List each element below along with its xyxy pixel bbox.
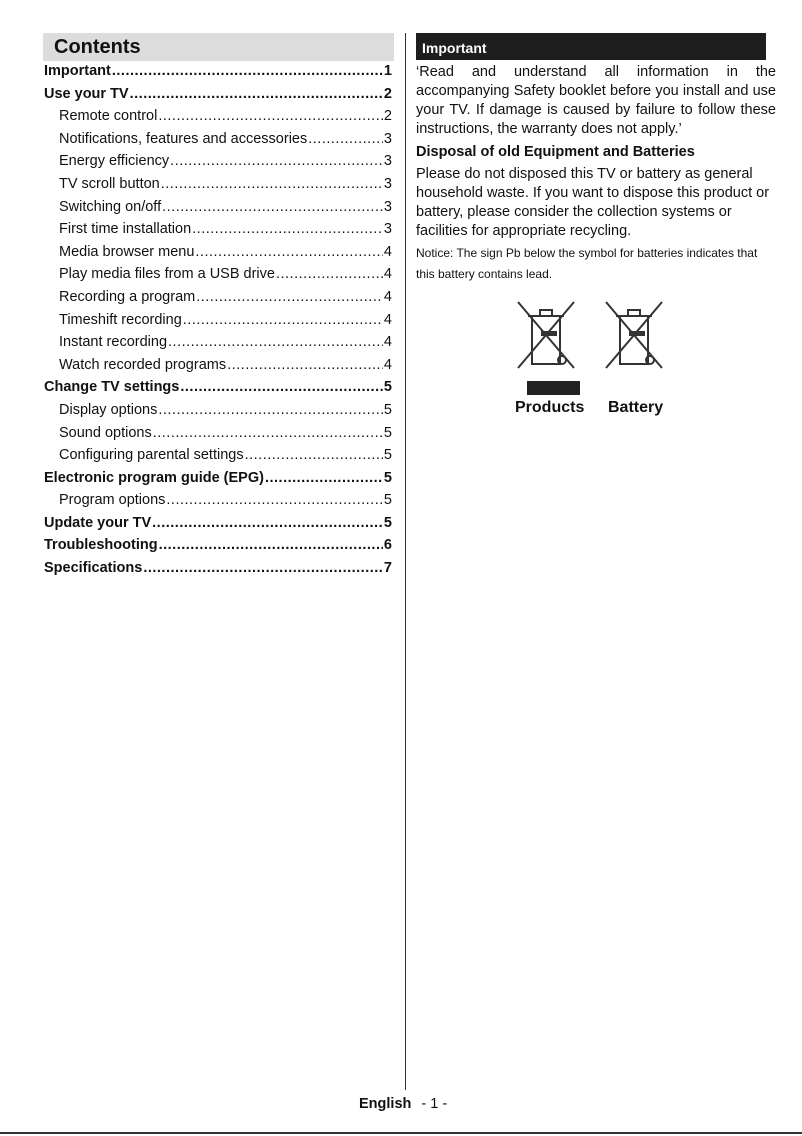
toc-entry-label: Instant recording xyxy=(59,334,168,351)
dot-leader xyxy=(276,266,383,282)
toc-entry-label: Update your TV xyxy=(44,514,152,531)
toc-entry[interactable] xyxy=(44,425,392,448)
notice-text: Notice: The sign Pb below the symbol for batteries indicates that this battery contains lead. xyxy=(416,246,758,281)
toc-entry-label: TV scroll button xyxy=(59,175,160,192)
toc-entry[interactable] xyxy=(44,537,392,560)
crossed-bin-products-icon xyxy=(518,302,574,368)
toc-entry-page: 4 xyxy=(383,356,392,373)
disposal-text: Please do not disposed this TV or battery as general household waste. If you want to dispose this product or battery, please consider the collection systems or facilities for appropriate recycling. xyxy=(416,166,770,239)
toc-entry-label: Recording a program xyxy=(59,288,196,305)
toc-entry[interactable] xyxy=(44,379,392,402)
toc-entry[interactable] xyxy=(44,266,392,289)
toc-entry-page: 3 xyxy=(383,198,392,215)
toc-entry-label: Play media files from a USB drive xyxy=(59,266,275,283)
contents-title: Contents xyxy=(43,33,394,61)
toc-entry-page: 4 xyxy=(383,266,392,283)
toc-entry-page: 3 xyxy=(383,130,392,147)
toc-entry-page: 3 xyxy=(383,153,392,170)
dot-leader xyxy=(308,131,383,147)
toc-entry[interactable] xyxy=(44,153,392,176)
important-heading: Important xyxy=(416,33,766,60)
dot-leader xyxy=(159,537,383,553)
toc-entry[interactable] xyxy=(44,131,392,154)
dot-leader xyxy=(143,560,383,576)
toc-entry-label: Change TV settings xyxy=(44,379,180,396)
toc-entry[interactable] xyxy=(44,63,392,86)
dot-leader xyxy=(183,312,383,328)
toc-entry-label: Energy efficiency xyxy=(59,153,170,170)
toc-entry[interactable] xyxy=(44,312,392,335)
toc-entry-label: Sound options xyxy=(59,424,152,441)
toc-entry[interactable] xyxy=(44,334,392,357)
dot-leader xyxy=(162,199,383,215)
toc-entry[interactable] xyxy=(44,402,392,425)
toc-entry-page: 2 xyxy=(383,108,392,125)
disposal-heading: Disposal of old Equipment and Batteries xyxy=(416,144,695,160)
toc-entry-label: Timeshift recording xyxy=(59,311,182,328)
toc-entry-page: 6 xyxy=(383,537,392,554)
dot-leader xyxy=(195,244,383,260)
products-label: Products xyxy=(515,399,585,416)
toc-entry-page: 5 xyxy=(383,492,392,509)
dot-leader xyxy=(170,153,383,169)
toc-entry-label: Troubleshooting xyxy=(44,537,158,554)
products-black-bar xyxy=(527,381,580,395)
toc-entry-page: 4 xyxy=(383,288,392,305)
dot-leader xyxy=(196,289,383,305)
toc-entry-label: Use your TV xyxy=(44,85,129,102)
toc-entry[interactable] xyxy=(44,86,392,109)
crossed-bin-battery-icon xyxy=(606,302,662,368)
footer-page-number: - 1 - xyxy=(421,1096,448,1112)
dot-leader xyxy=(227,357,383,373)
weee-bin-icons xyxy=(512,298,672,398)
toc-entry-page: 4 xyxy=(383,311,392,328)
toc-entry-page: 4 xyxy=(383,243,392,260)
toc-entry-page: 5 xyxy=(383,514,392,531)
toc-entry-page: 5 xyxy=(383,447,392,464)
dot-leader xyxy=(265,470,383,486)
toc-entry-label: Electronic program guide (EPG) xyxy=(44,469,264,486)
toc-entry-page: 2 xyxy=(383,85,392,102)
dot-leader xyxy=(168,334,383,350)
toc-entry-page: 5 xyxy=(383,401,392,418)
dot-leader xyxy=(153,425,383,441)
toc-entry-page: 3 xyxy=(383,175,392,192)
toc-entry-page: 5 xyxy=(383,424,392,441)
dot-leader xyxy=(161,176,383,192)
toc-entry[interactable] xyxy=(44,289,392,312)
toc-entry-label: Switching on/off xyxy=(59,198,162,215)
toc-entry-page: 7 xyxy=(383,560,392,577)
toc-entry[interactable] xyxy=(44,244,392,267)
toc-entry-label: Media browser menu xyxy=(59,243,195,260)
toc-entry[interactable] xyxy=(44,492,392,515)
dot-leader xyxy=(245,447,383,463)
toc-entry[interactable] xyxy=(44,221,392,244)
toc-entry-label: Display options xyxy=(59,401,158,418)
dot-leader xyxy=(158,402,383,418)
toc-entry-label: Specifications xyxy=(44,560,143,577)
dot-leader xyxy=(166,492,383,508)
toc-entry-page: 1 xyxy=(383,63,392,79)
toc-entry-page: 3 xyxy=(383,221,392,238)
toc-entry[interactable] xyxy=(44,447,392,470)
table-of-contents xyxy=(44,63,392,583)
bottom-rule xyxy=(0,1132,802,1134)
toc-entry[interactable] xyxy=(44,560,392,583)
toc-entry[interactable] xyxy=(44,515,392,538)
battery-label: Battery xyxy=(608,399,664,416)
toc-entry-page: 4 xyxy=(383,334,392,351)
toc-entry[interactable] xyxy=(44,199,392,222)
dot-leader xyxy=(192,221,383,237)
dot-leader xyxy=(180,379,383,395)
toc-entry-label: Important xyxy=(44,63,111,79)
dot-leader xyxy=(130,86,383,102)
footer-language: English xyxy=(359,1096,412,1112)
toc-entry-label: Remote control xyxy=(59,108,158,125)
dot-leader xyxy=(158,108,383,124)
toc-entry-label: Configuring parental settings xyxy=(59,447,244,464)
toc-entry[interactable] xyxy=(44,470,392,493)
toc-entry-page: 5 xyxy=(383,469,392,486)
toc-entry-label: Watch recorded programs xyxy=(59,356,227,373)
toc-entry-page: 5 xyxy=(383,379,392,396)
toc-entry[interactable] xyxy=(44,108,392,131)
toc-entry[interactable] xyxy=(44,357,392,380)
toc-entry[interactable] xyxy=(44,176,392,199)
column-divider xyxy=(405,33,406,1090)
toc-entry-label: First time installation xyxy=(59,221,192,238)
dot-leader xyxy=(112,63,383,79)
toc-entry-label: Program options xyxy=(59,492,166,509)
important-intro: ‘Read and understand all information in the accompanying Safety booklet before you install and use your TV. If damage is caused by failure to follow these instructions, the warranty does not apply.’ xyxy=(416,64,776,137)
toc-entry-label: Notifications, features and accessories xyxy=(59,130,308,147)
page-footer xyxy=(359,1096,447,1112)
dot-leader xyxy=(152,515,383,531)
